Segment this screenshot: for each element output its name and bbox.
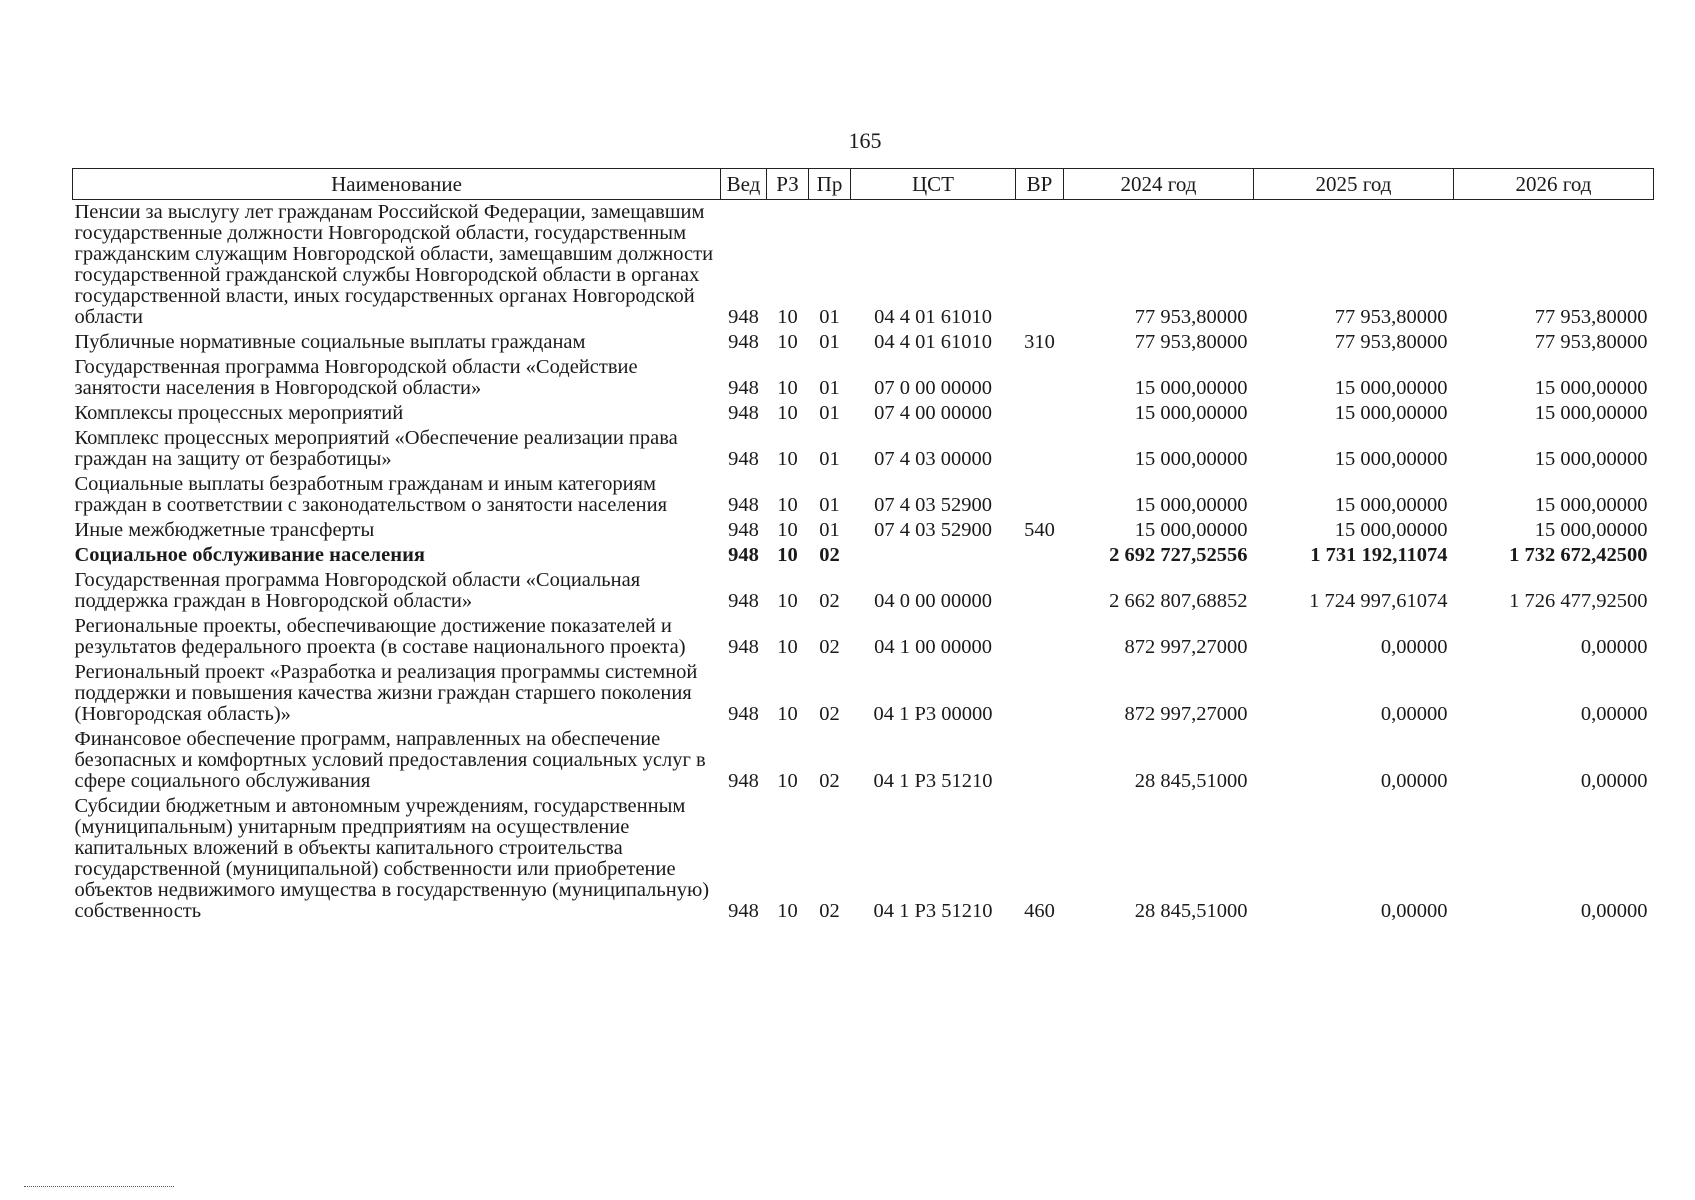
- cell-rz: 10: [777, 377, 798, 399]
- cell-ved: 948: [728, 494, 759, 516]
- cell-2026: 0,00000: [1580, 900, 1648, 922]
- cell-cst: 07 4 03 52900: [874, 519, 992, 541]
- cell-2026: 77 953,80000: [1534, 306, 1648, 328]
- cell-ved: 948: [728, 519, 759, 541]
- cell-pr: 02: [819, 636, 840, 658]
- cell-2026: 0,00000: [1580, 703, 1648, 725]
- cell-pr: 01: [819, 494, 840, 516]
- cell-2024: 15 000,00000: [1134, 377, 1248, 399]
- cell-name: Государственная программа Новгородской области «Содействие занятости населения в Новгородской области»: [74, 356, 638, 399]
- table-body: [73, 200, 1654, 925]
- cell-rz: 10: [777, 402, 798, 424]
- table-row: [73, 200, 1654, 331]
- cell-vr: [1016, 200, 1064, 331]
- cell-pr: 01: [819, 306, 840, 328]
- cell-cst: 07 4 03 00000: [874, 448, 992, 470]
- cell-2024: 77 953,80000: [1134, 306, 1248, 328]
- cell-name: Социальные выплаты безработным гражданам и иным категориям граждан в соответствии с законодательством о занятости населения: [74, 473, 668, 516]
- cell-ved: 948: [728, 377, 759, 399]
- table-row: [73, 543, 1654, 568]
- cell-2024: 2 692 727,52556: [1109, 544, 1248, 566]
- cell-cst: 04 4 01 61010: [874, 306, 992, 328]
- cell-name: Комплексы процессных мероприятий: [74, 402, 404, 424]
- cell-2025: 15 000,00000: [1334, 448, 1448, 470]
- cell-pr: 02: [819, 590, 840, 612]
- cell-2025: 15 000,00000: [1334, 494, 1448, 516]
- cell-name: Региональные проекты, обеспечивающие достижение показателей и результатов федерального проекта (в составе национального проекта): [74, 615, 686, 658]
- cell-cst: 07 4 03 52900: [874, 494, 992, 516]
- cell-cst: 04 1 00 00000: [874, 636, 992, 658]
- cell-vr: [1016, 543, 1064, 568]
- cell-2024: 15 000,00000: [1134, 519, 1248, 541]
- cell-cst: 04 0 00 00000: [874, 590, 992, 612]
- header-rz: РЗ: [767, 169, 809, 200]
- table-header-row: [73, 169, 1654, 200]
- cell-rz: 10: [777, 703, 798, 725]
- table-row: [73, 401, 1654, 426]
- cell-pr: 01: [819, 402, 840, 424]
- table-row: [73, 355, 1654, 401]
- cell-2024: 15 000,00000: [1134, 448, 1248, 470]
- cell-2025: 1 731 192,11074: [1310, 544, 1448, 566]
- cell-cst: 04 1 P3 51210: [873, 900, 993, 922]
- cell-vr: [1016, 472, 1064, 518]
- cell-pr: 02: [819, 770, 840, 792]
- header-cst: ЦСТ: [851, 169, 1016, 200]
- cell-2025: 0,00000: [1380, 703, 1448, 725]
- cell-rz: 10: [777, 306, 798, 328]
- cell-2025: 15 000,00000: [1334, 377, 1448, 399]
- cell-ved: 948: [728, 448, 759, 470]
- cell-name: Региональный проект «Разработка и реализация программы системной поддержки и повышения качества жизни граждан старшего поколения (Новгородская область)»: [74, 661, 698, 725]
- cell-2025: 77 953,80000: [1334, 331, 1448, 353]
- cell-2024: 872 997,27000: [1124, 703, 1248, 725]
- cell-2024: 2 662 807,68852: [1109, 590, 1248, 612]
- cell-vr: [1016, 568, 1064, 614]
- cell-2024: 28 845,51000: [1134, 900, 1248, 922]
- table-row: [73, 518, 1654, 543]
- cell-2025: 77 953,80000: [1334, 306, 1448, 328]
- scan-edge-mark: [24, 1186, 174, 1188]
- cell-pr: 01: [819, 519, 840, 541]
- cell-2025: 15 000,00000: [1334, 402, 1448, 424]
- cell-pr: 02: [819, 544, 840, 566]
- cell-pr: 01: [819, 331, 840, 353]
- table-row: [73, 472, 1654, 518]
- table-row: [73, 660, 1654, 727]
- cell-2024: 28 845,51000: [1134, 770, 1248, 792]
- cell-ved: 948: [728, 331, 759, 353]
- table-row: [73, 426, 1654, 472]
- cell-2025: 0,00000: [1380, 770, 1448, 792]
- cell-2024: 77 953,80000: [1134, 331, 1248, 353]
- cell-name: Комплекс процессных мероприятий «Обеспечение реализации права граждан на защиту от безработицы»: [74, 427, 678, 470]
- cell-2024: 15 000,00000: [1134, 402, 1248, 424]
- cell-ved: 948: [728, 590, 759, 612]
- cell-2026: 15 000,00000: [1534, 448, 1648, 470]
- cell-cst: 04 1 P3 51210: [873, 770, 993, 792]
- cell-name: Иные межбюджетные трансферты: [74, 519, 375, 541]
- cell-2024: 872 997,27000: [1124, 636, 1248, 658]
- header-ved: Вед: [721, 169, 767, 200]
- cell-2026: 1 732 672,42500: [1509, 544, 1648, 566]
- cell-pr: 01: [819, 448, 840, 470]
- table-row: [73, 568, 1654, 614]
- cell-2026: 0,00000: [1580, 636, 1648, 658]
- cell-name: Финансовое обеспечение программ, направленных на обеспечение безопасных и комфортных условий предоставления социальных услуг в сфере социального обслуживания: [74, 728, 706, 792]
- cell-2025: 15 000,00000: [1334, 519, 1448, 541]
- cell-rz: 10: [777, 770, 798, 792]
- header-vr: ВР: [1016, 169, 1064, 200]
- cell-vr: [1016, 727, 1064, 794]
- cell-cst: 07 4 00 00000: [874, 402, 992, 424]
- table-row: [73, 727, 1654, 794]
- cell-name: Пенсии за выслугу лет гражданам Российской Федерации, замещавшим государственные должности Новгородской области, государственным гражданским служащим Новгородской области, замещавшим должности государственной гражданской службы Новгородской области в органах государственной власти, иных государственных органах Новгородской области: [74, 201, 714, 328]
- cell-2026: 77 953,80000: [1534, 331, 1648, 353]
- cell-vr: 310: [1024, 331, 1055, 353]
- cell-ved: 948: [728, 402, 759, 424]
- cell-rz: 10: [777, 900, 798, 922]
- cell-vr: [1016, 426, 1064, 472]
- cell-cst: 07 0 00 00000: [874, 377, 992, 399]
- header-2025: 2025 год: [1254, 169, 1454, 200]
- cell-name: Субсидии бюджетным и автономным учреждениям, государственным (муниципальным) унитарным предприятиям на осуществление капитальных вложений в объекты капитального строительства государственной (муниципальной) собственности или приобретение объектов недвижимого имущества в государственную (муниципальную) собственность: [74, 795, 710, 922]
- cell-pr: 02: [819, 703, 840, 725]
- page-number: 165: [848, 128, 882, 153]
- cell-2024: 15 000,00000: [1134, 494, 1248, 516]
- cell-vr: 460: [1024, 900, 1055, 922]
- table-row: [73, 614, 1654, 660]
- cell-vr: [1016, 660, 1064, 727]
- cell-cst: 04 4 01 61010: [874, 331, 992, 353]
- cell-name: Государственная программа Новгородской области «Социальная поддержка граждан в Новгородской области»: [74, 569, 641, 612]
- cell-rz: 10: [777, 519, 798, 541]
- cell-vr: [1016, 614, 1064, 660]
- cell-2026: 15 000,00000: [1534, 519, 1648, 541]
- cell-2026: 1 726 477,92500: [1509, 590, 1648, 612]
- cell-2025: 1 724 997,61074: [1309, 590, 1448, 612]
- cell-rz: 10: [777, 494, 798, 516]
- table-row: [73, 794, 1654, 924]
- header-name: Наименование: [73, 169, 721, 200]
- cell-pr: 02: [819, 900, 840, 922]
- cell-vr: [1016, 355, 1064, 401]
- cell-ved: 948: [728, 770, 759, 792]
- cell-rz: 10: [777, 331, 798, 353]
- cell-ved: 948: [728, 703, 759, 725]
- cell-ved: 948: [728, 900, 759, 922]
- header-2026: 2026 год: [1454, 169, 1654, 200]
- table-row: [73, 330, 1654, 355]
- cell-vr: [1016, 401, 1064, 426]
- cell-2026: 15 000,00000: [1534, 494, 1648, 516]
- cell-vr: 540: [1024, 519, 1055, 541]
- cell-2026: 15 000,00000: [1534, 377, 1648, 399]
- cell-2025: 0,00000: [1380, 900, 1448, 922]
- cell-name: Социальное обслуживание населения: [74, 544, 425, 566]
- cell-rz: 10: [777, 544, 798, 566]
- cell-rz: 10: [777, 636, 798, 658]
- cell-2026: 15 000,00000: [1534, 402, 1648, 424]
- header-2024: 2024 год: [1064, 169, 1254, 200]
- cell-2025: 0,00000: [1380, 636, 1448, 658]
- cell-ved: 948: [728, 306, 759, 328]
- header-pr: Пр: [809, 169, 851, 200]
- cell-2026: 0,00000: [1580, 770, 1648, 792]
- cell-rz: 10: [777, 590, 798, 612]
- cell-ved: 948: [728, 636, 759, 658]
- cell-ved: 948: [728, 544, 759, 566]
- cell-name: Публичные нормативные социальные выплаты гражданам: [74, 331, 586, 353]
- cell-pr: 01: [819, 377, 840, 399]
- cell-rz: 10: [777, 448, 798, 470]
- cell-cst: [851, 543, 1016, 568]
- cell-cst: 04 1 P3 00000: [873, 703, 993, 725]
- budget-table: [72, 168, 1654, 924]
